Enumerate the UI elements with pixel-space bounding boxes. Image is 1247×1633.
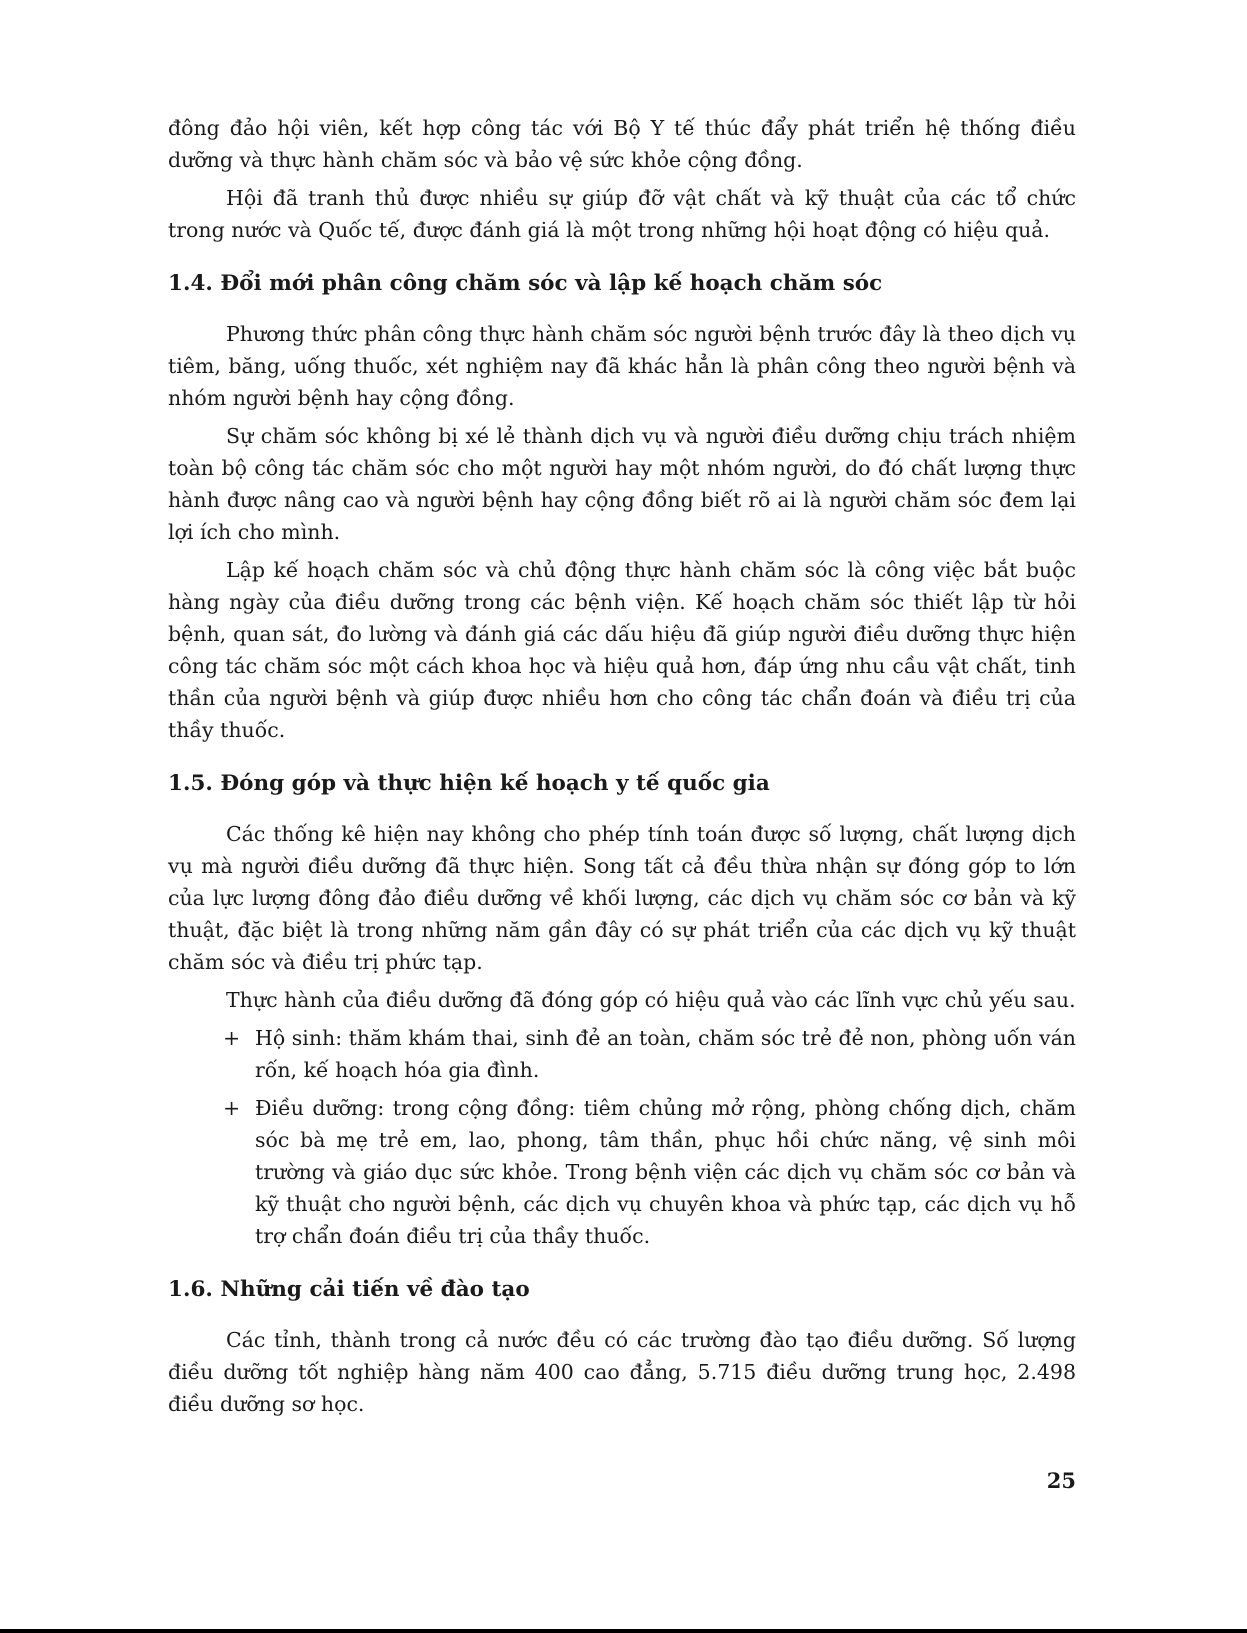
bullet-mark: +	[223, 1026, 241, 1050]
paragraph: Các tỉnh, thành trong cả nước đều có các trường đào tạo điều dưỡng. Số lượng điều dưỡng tốt nghiệp hàng năm 400 cao đẳng, 5.715 điều dưỡng trung học, 2.498 điều dưỡng sơ học.	[168, 1328, 1076, 1416]
page-body	[168, 112, 1076, 1426]
section-heading-1-5: 1.5. Đóng góp và thực hiện kế hoạch y tế quốc gia	[168, 771, 770, 796]
paragraph: Thực hành của điều dưỡng đã đóng góp có hiệu quả vào các lĩnh vực chủ yếu sau.	[226, 988, 1076, 1012]
paragraph: Phương thức phân công thực hành chăm sóc người bệnh trước đây là theo dịch vụ tiêm, băng, uống thuốc, xét nghiệm nay đã khác hẳn là phân công theo người bệnh và nhóm người bệnh hay cộng đồng.	[168, 322, 1076, 410]
list-item-text: Hộ sinh: thăm khám thai, sinh đẻ an toàn, chăm sóc trẻ đẻ non, phòng uốn ván rốn, kế hoạch hóa gia đình.	[255, 1026, 1077, 1082]
paragraph: Hội đã tranh thủ được nhiều sự giúp đỡ vật chất và kỹ thuật của các tổ chức trong nước và Quốc tế, được đánh giá là một trong những hội hoạt động có hiệu quả.	[168, 186, 1076, 242]
paragraph: Các thống kê hiện nay không cho phép tính toán được số lượng, chất lượng dịch vụ mà người điều dưỡng đã thực hiện. Song tất cả đều thừa nhận sự đóng góp to lớn của lực lượng đông đảo điều dưỡng về khối lượng, các dịch vụ chăm sóc cơ bản và kỹ thuật, đặc biệt là trong những năm gần đây có sự phát triển của các dịch vụ kỹ thuật chăm sóc và điều trị phức tạp.	[168, 822, 1076, 974]
list-item-text: Điều dưỡng: trong cộng đồng: tiêm chủng mở rộng, phòng chống dịch, chăm sóc bà mẹ trẻ em, lao, phong, tâm thần, phục hồi chức năng, vệ sinh môi trường và giáo dục sức khỏe. Trong bệnh viện các dịch vụ chăm sóc cơ bản và kỹ thuật cho người bệnh, các dịch vụ chuyên khoa và phức tạp, các dịch vụ hỗ trợ chẩn đoán điều trị của thầy thuốc.	[255, 1096, 1076, 1248]
paragraph: đông đảo hội viên, kết hợp công tác với Bộ Y tế thúc đẩy phát triển hệ thống điều dưỡng và thực hành chăm sóc và bảo vệ sức khỏe cộng đồng.	[168, 116, 1076, 172]
paragraph: Sự chăm sóc không bị xé lẻ thành dịch vụ và người điều dưỡng chịu trách nhiệm toàn bộ công tác chăm sóc cho một người hay một nhóm người, do đó chất lượng thực hành được nâng cao và người bệnh hay cộng đồng biết rõ ai là người chăm sóc đem lại lợi ích cho mình.	[168, 424, 1076, 544]
page-number: 25	[1046, 1468, 1076, 1493]
bullet-mark: +	[223, 1096, 241, 1120]
section-heading-1-4: 1.4. Đổi mới phân công chăm sóc và lập kế hoạch chăm sóc	[168, 271, 883, 296]
section-heading-1-6: 1.6. Những cải tiến về đào tạo	[168, 1277, 530, 1302]
paragraph: Lập kế hoạch chăm sóc và chủ động thực hành chăm sóc là công việc bắt buộc hàng ngày của điều dưỡng trong các bệnh viện. Kế hoạch chăm sóc thiết lập từ hỏi bệnh, quan sát, đo lường và đánh giá các dấu hiệu đã giúp người điều dưỡng thực hiện công tác chăm sóc một cách khoa học và hiệu quả hơn, đáp ứng nhu cầu vật chất, tinh thần của người bệnh và giúp được nhiều hơn cho công tác chẩn đoán và điều trị của thầy thuốc.	[168, 558, 1076, 742]
bullet-list	[168, 1022, 1076, 1252]
bottom-border	[0, 1629, 1247, 1633]
list-item	[223, 1022, 1077, 1086]
list-item	[223, 1092, 1076, 1252]
